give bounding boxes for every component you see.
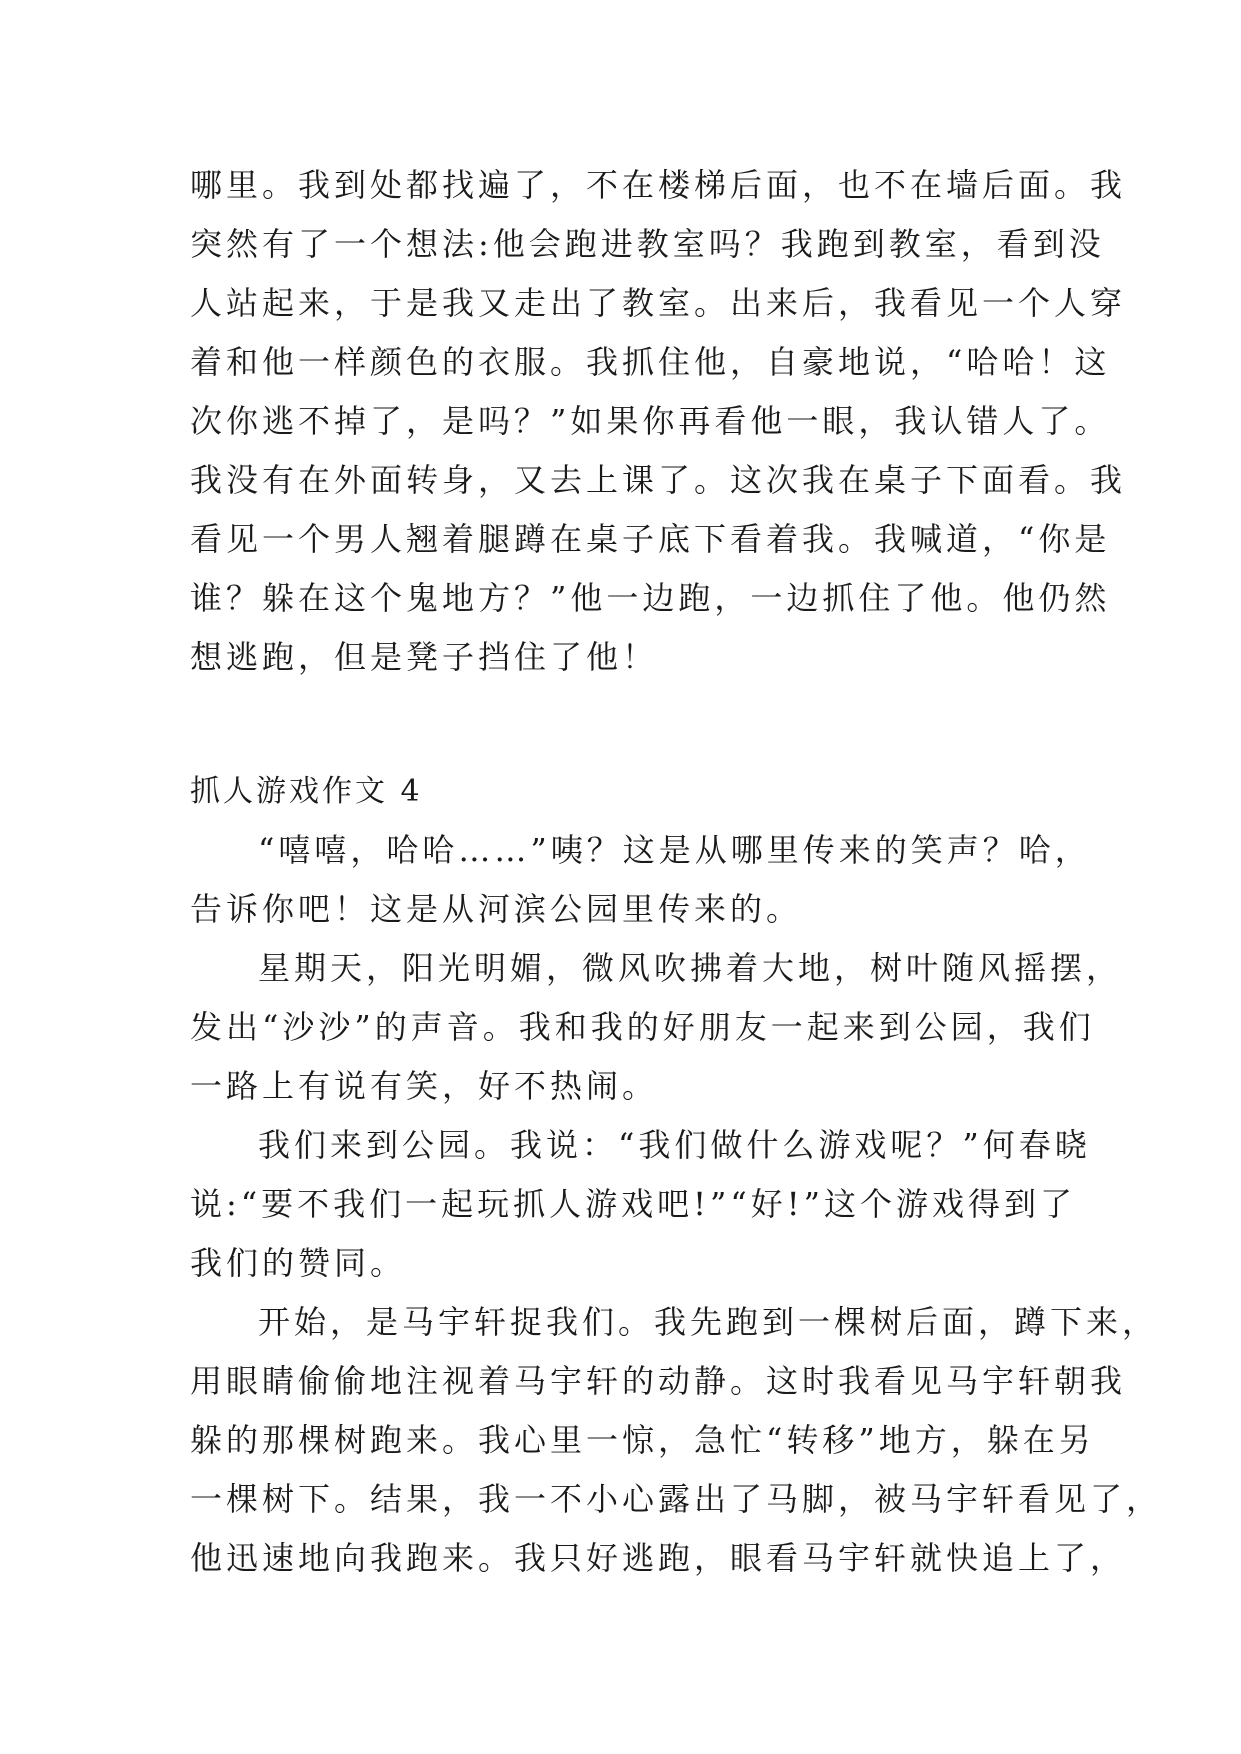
text-line: 看见一个男人翘着腿蹲在桌子底下看着我。我喊道，“你是 [190,520,1111,558]
continuation-paragraph [190,156,1127,687]
text-line: 着和他一样颜色的衣服。我抓住他，自豪地说，“哈哈！这 [190,343,1111,381]
text-line: 一棵树下。结果，我一不小心露出了马脚，被马宇轩看见了， [190,1480,1163,1518]
section-spacer [190,687,1070,762]
text-line: 告诉你吧！这是从河滨公园里传来的。 [190,890,803,928]
paragraph [190,939,1123,1116]
text-line: 躲的那棵树跑来。我心里一惊，急忙“转移”地方，躲在另 [190,1421,1095,1459]
paragraph [190,821,1091,939]
section-title: 抓人游戏作文 4 [190,774,423,809]
text-line: 我们的赞同。 [190,1244,407,1282]
text-line: 发出“沙沙”的声音。我和我的好朋友一起来到公园，我们 [190,1008,1095,1046]
text-line: 他迅速地向我跑来。我只好逃跑，眼看马宇轩就快追上了， [190,1539,1127,1577]
text-line: 星期天，阳光明媚，微风吹拂着大地，树叶随风摇摆， [258,949,1123,987]
text-line: 次你逃不掉了，是吗？”如果你再看他一眼，我认错人了。 [190,402,1111,440]
text-line: 开始，是马宇轩捉我们。我先跑到一棵树后面，蹲下来， [258,1303,1159,1341]
text-line: 人站起来，于是我又走出了教室。出来后，我看见一个人穿 [190,284,1127,322]
text-line: 突然有了一个想法:他会跑进教室吗？我跑到教室，看到没 [190,225,1105,263]
document-page [190,156,1163,1588]
text-line: 哪里。我到处都找遍了，不在楼梯后面，也不在墙后面。我 [190,166,1127,204]
text-line: 一路上有说有笑，好不热闹。 [190,1067,659,1105]
text-line: 我没有在外面转身，又去上课了。这次我在桌子下面看。我 [190,461,1127,499]
text-line: 谁？躲在这个鬼地方？”他一边跑，一边抓住了他。他仍然 [190,579,1111,617]
text-line: “嘻嘻，哈哈……”咦？这是从哪里传来的笑声？哈， [258,831,1091,869]
text-line: 想逃跑，但是凳子挡住了他！ [190,638,659,676]
paragraph [190,1116,1091,1293]
paragraph [190,1293,1163,1588]
text-line: 我们来到公园。我说：“我们做什么游戏呢？”何春晓 [258,1126,1091,1164]
text-line: 用眼睛偷偷地注视着马宇轩的动静。这时我看见马宇轩朝我 [190,1362,1127,1400]
text-line: 说:“要不我们一起玩抓人游戏吧!”“好!”这个游戏得到了 [190,1185,1076,1223]
